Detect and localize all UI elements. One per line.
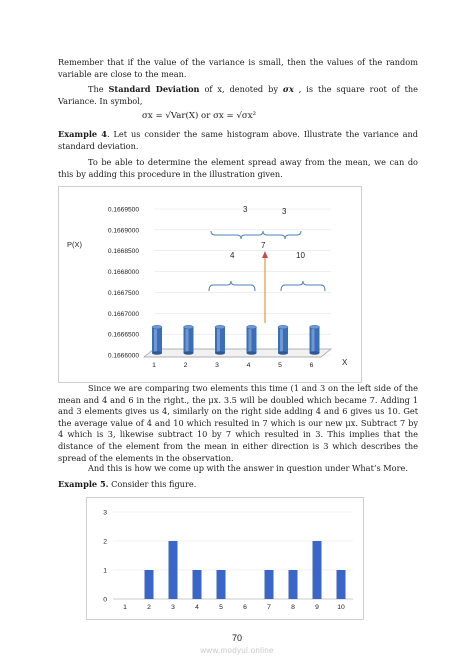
bracket-top-right <box>263 231 301 239</box>
x-tick-label: 8 <box>291 604 295 611</box>
x-tick-label: 1 <box>152 362 156 369</box>
y-tick-label: 0.1667500 <box>107 289 139 297</box>
x-tick-label: 4 <box>246 362 251 369</box>
chart1-bar <box>184 325 194 354</box>
paragraph-std-definition: The Standard Deviation of x, denoted by σx , is the square root of the Variance. In symbol, <box>58 84 418 106</box>
y-tick-label: 1 <box>103 567 107 575</box>
x-tick-label: 2 <box>183 362 188 369</box>
chart1-xlabel: X <box>342 358 348 367</box>
annotation-new-mean: 7 <box>261 241 266 250</box>
y-tick-label: 0 <box>103 596 107 604</box>
annotation-right-distance: 3 <box>282 207 287 216</box>
y-tick-label: 0.1668500 <box>107 248 139 256</box>
chart1-x-tick-labels <box>152 362 314 369</box>
y-tick-label: 0.1669000 <box>107 227 139 235</box>
x-tick-label: 5 <box>278 362 282 369</box>
chart2-y-tick-labels <box>103 510 107 604</box>
chart1-bar <box>215 325 225 354</box>
x-tick-label: 10 <box>337 604 345 611</box>
paragraph-explanation: Since we are comparing two elements this time (1 and 3 on the left side of the mean and 4 and 6 in the right., the μx. 3.5 will be doubled which became 7. Adding 1 and 3 elements gives us 4, similarly on the right side adding 4 and 6 gives us 10. Get the average value of 4 and 10 which resulted in 7 which is our new μx. Subtract 7 by 4 which is 3, likewise subtract 10 by 7 which resulted in 3. This implies that the distance of the element from the mean in either direction is 3 which describes the spread of the elements in the observation. <box>58 383 418 463</box>
x-tick-label: 6 <box>243 604 247 611</box>
y-tick-label: 2 <box>103 538 107 546</box>
bracket-bottom-right <box>281 281 325 291</box>
bracket-bottom-left <box>209 281 255 291</box>
x-tick-label: 1 <box>123 604 127 611</box>
chart1-floor <box>144 349 331 357</box>
y-tick-label: 0.1669500 <box>107 206 139 214</box>
y-tick-label: 0.1666000 <box>107 352 139 360</box>
chart2-bar <box>169 541 178 599</box>
chart1-gridlines <box>154 209 331 355</box>
page-number: 70 <box>231 633 242 643</box>
chart2-bar <box>145 570 154 599</box>
annotation-left-distance: 3 <box>243 205 248 214</box>
annotation-left-sum: 4 <box>230 251 235 260</box>
bar-chart-2 <box>86 497 364 620</box>
bracket-top-left <box>211 231 263 239</box>
paragraph-example-4: Example 4. Let us consider the same histogram above. Illustrate the variance and standard deviation. <box>58 129 418 151</box>
y-tick-label: 3 <box>103 509 107 517</box>
chart2-bar <box>217 570 226 599</box>
chart1-bar <box>278 325 288 354</box>
paragraph-example-5: Example 5. Consider this figure. <box>58 479 197 489</box>
chart1-axis <box>144 349 331 357</box>
paragraph-conclusion: And this is how we come up with the answer in question under What’s More. <box>88 463 408 473</box>
chart1-ylabel: P(X) <box>67 240 82 249</box>
x-tick-label: 9 <box>315 604 319 611</box>
annotation-right-sum: 10 <box>296 251 305 260</box>
x-tick-label: 3 <box>215 362 219 369</box>
chart1-bar <box>247 325 257 354</box>
histogram-chart-1 <box>58 186 362 383</box>
chart2-x-tick-labels <box>123 604 345 611</box>
chart2-bar <box>313 541 322 599</box>
x-tick-label: 4 <box>195 604 199 611</box>
chart1-y-tick-labels <box>108 207 140 360</box>
chart2-bar <box>337 570 346 599</box>
chart1-brackets <box>209 231 325 291</box>
std-formula: σx = √Var(X) or σx = √σx² <box>142 111 257 121</box>
y-tick-label: 0.1668000 <box>107 269 139 277</box>
chart2-bar <box>193 570 202 599</box>
chart1-bar <box>152 325 162 354</box>
x-tick-label: 7 <box>267 604 271 611</box>
x-tick-label: 3 <box>171 604 175 611</box>
chart2-bar <box>265 570 274 599</box>
paragraph-variance-note: Remember that if the value of the variance is small, then the values of the random variable are close to the mean. <box>58 57 418 79</box>
chart1-bar <box>310 325 320 354</box>
y-tick-label: 0.1666500 <box>107 331 139 339</box>
x-tick-label: 5 <box>219 604 223 611</box>
x-tick-label: 2 <box>147 604 151 611</box>
paragraph-procedure: To be able to determine the element spread away from the mean, we can do this by adding this procedure in the illustration given. <box>58 157 418 179</box>
chart2-bar <box>289 570 298 599</box>
arrow-head-icon <box>262 251 268 258</box>
watermark: www.modyul.online <box>200 646 274 655</box>
y-tick-label: 0.1667000 <box>107 310 139 318</box>
x-tick-label: 6 <box>309 362 314 369</box>
